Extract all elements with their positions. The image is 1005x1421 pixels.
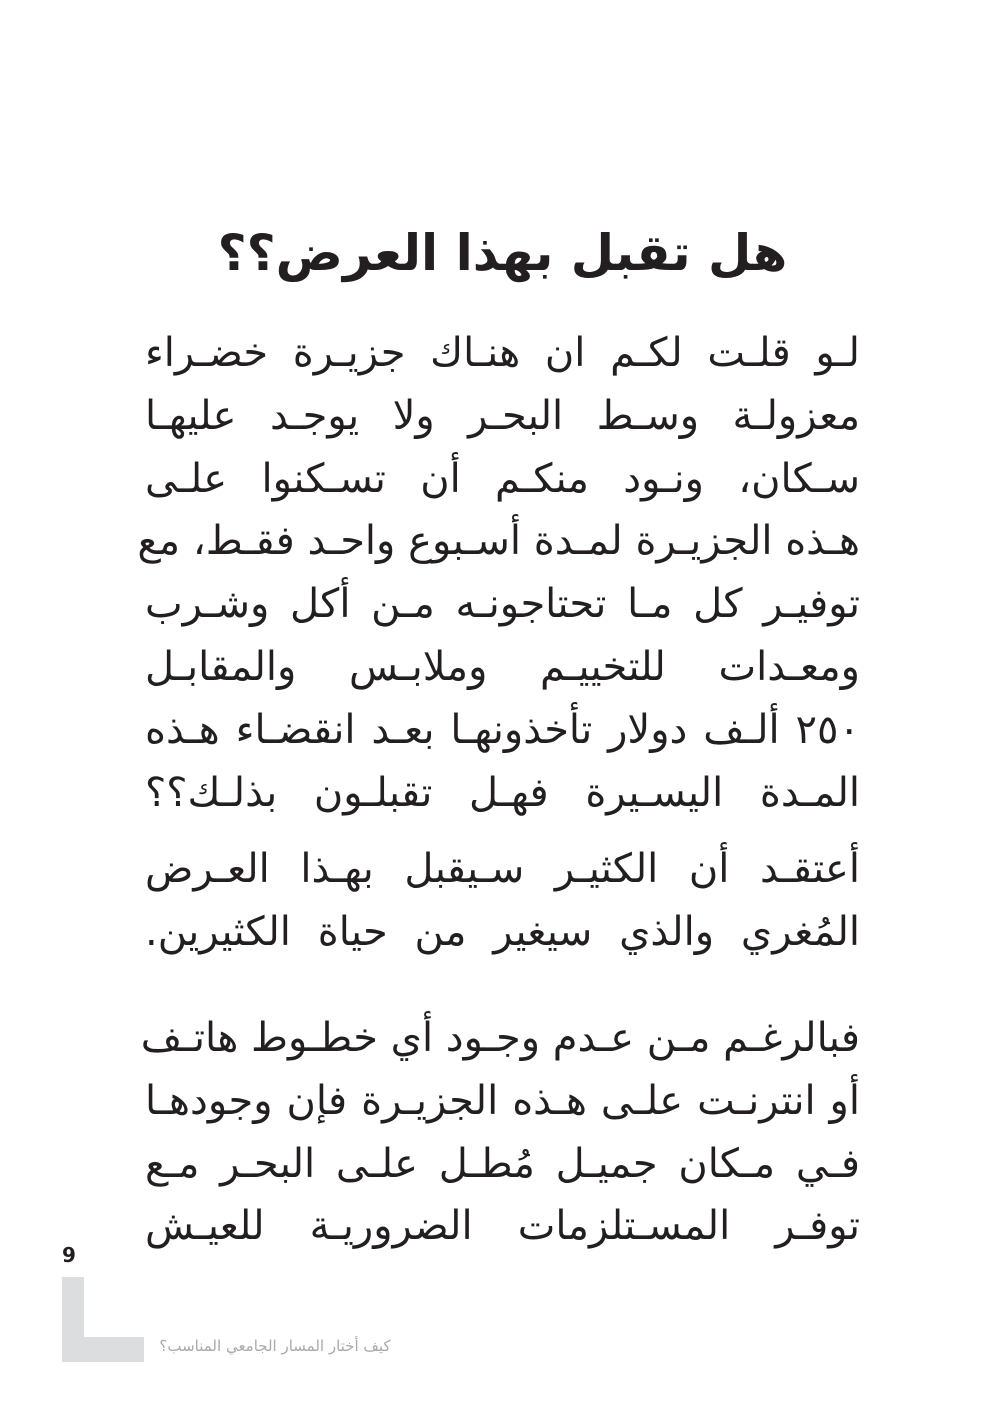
paragraph-line: ٢٥٠ ألـف دولار تأخذونهـا بعـد انقضـاء هـذه <box>145 706 860 753</box>
paragraph-line: توفـر المسـتلزمات الضروريـة للعيـش <box>145 1203 860 1250</box>
paragraph-line: المُغري والذي سيغير من حياة الكثيرين. <box>145 908 860 955</box>
paragraph-line: معزولـة وسـط البحـر ولا يوجـد عليهـا <box>145 392 860 439</box>
paragraph-line: توفيـر كل مـا تحتاجونـه مـن أكل وشـرب <box>145 581 860 628</box>
corner-decoration-horizontal <box>62 1337 144 1362</box>
paragraph-line: ومعـدات للتخييـم وملابـس والمقابـل <box>145 643 860 690</box>
paragraph-line: أو انترنـت علـى هـذه الجزيـرة فإن وجودهـا <box>145 1077 860 1124</box>
footer-book-title: كيف أختار المسار الجامعي المناسب؟ <box>159 1337 391 1355</box>
paragraph-line: فـي مـكان جميـل مُطـل علـى البحـر مـع <box>145 1140 860 1187</box>
page-title: هل تقبل بهذا العرض؟؟ <box>217 224 788 282</box>
paragraph-line: المـدة اليسـيرة فهـل تقبلـون بذلـك؟؟ <box>145 769 860 816</box>
page-number: 9 <box>62 1243 76 1267</box>
paragraph-1 <box>137 322 860 824</box>
paragraph-2 <box>145 838 860 964</box>
paragraph-line: هـذه الجزيـرة لمـدة أسـبوع واحـد فقـط، مع <box>137 518 860 565</box>
paragraph-3 <box>140 1007 860 1258</box>
paragraph-line: أعتقـد أن الكثيـر سـيقبل بهـذا العـرض <box>145 846 860 892</box>
paragraph-line: لـو قلـت لكـم ان هنـاك جزيـرة خضـراء <box>145 330 860 376</box>
paragraph-line: فبالرغـم مـن عـدم وجـود أي خطـوط هاتـف <box>140 1015 860 1061</box>
paragraph-line: سـكان، ونـود منكـم أن تسـكنوا علـى <box>145 455 860 502</box>
